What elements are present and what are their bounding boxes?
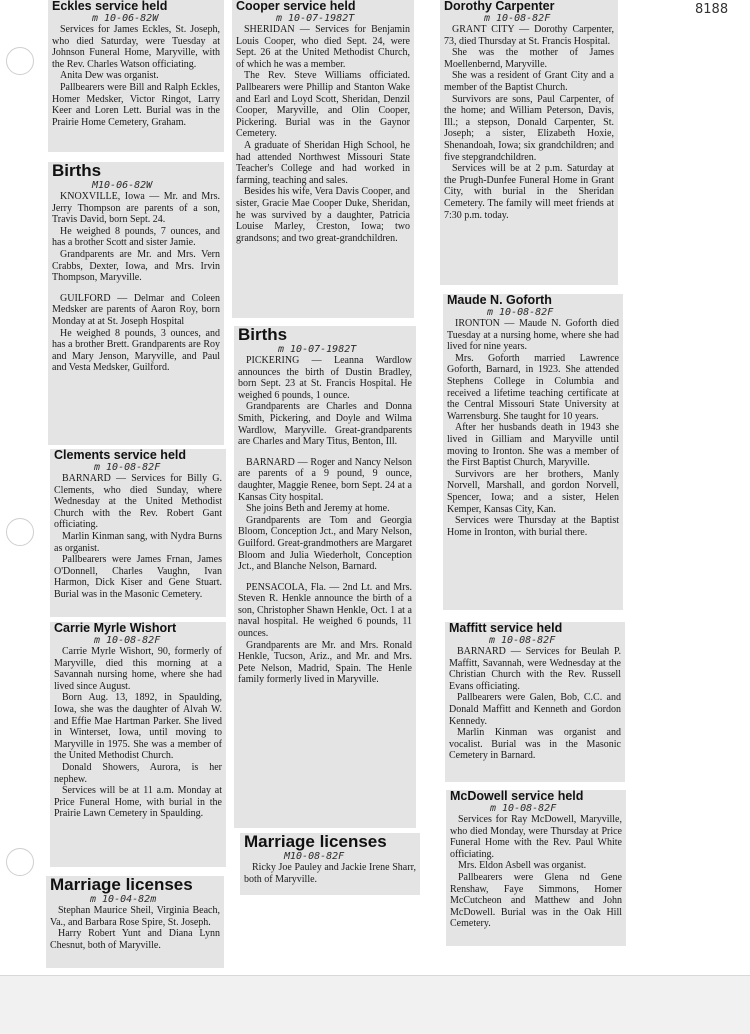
page-number: 8188 <box>695 2 729 17</box>
clipping-marriage-licenses-1 <box>46 876 224 968</box>
clipping-maude-goforth <box>443 294 623 610</box>
article-paragraph: Stephan Maurice Sheil, Virginia Beach, Va., and Barbara Rose Spire, St. Joseph. <box>50 905 220 928</box>
article-paragraph: Survivors are her brothers, Manly Norvell, Marshall, and gordon Norvell, Spencer, Iowa; and a sister, Helen Kemper, Kansas City, Kan. <box>447 468 619 515</box>
article-paragraph: PENSACOLA, Fla. — 2nd Lt. and Mrs. Steven R. Henkle announce the birth of a son, Christopher Shawn Henkle, Oct. 1 at a naval hospital. He weighed 6 pounds, 11 ounces. <box>238 581 412 640</box>
article-paragraph: The Rev. Steve Williams officiated. Pallbearers were Phillip and Stanton Wake and Earl and Loyd Scott, Sheridan, Denzil Cooper, Maryville, and Olin Cooper, Pickering. Burial was in the Gaynor Cemetery. <box>236 70 410 140</box>
handwritten-date-note: m 10-08-82F <box>490 803 557 814</box>
article-paragraph: Donald Showers, Aurora, is her nephew. <box>54 761 222 785</box>
article-paragraph: He weighed 8 pounds, 3 ounces, and has a brother Brett. Grandparents are Roy and Mary Jenson, Maryville, and Paul and Vesta Medsker, Guilford. <box>52 327 220 374</box>
article-paragraph: GRANT CITY — Dorothy Carpenter, 73, died Thursday at St. Francis Hospital. <box>444 24 614 47</box>
clipping-births-pickering <box>234 326 416 828</box>
article-paragraph: Marlin Kinman was organist and vocalist. Burial was in the Masonic Cemetery in Barnard. <box>449 727 621 762</box>
article-paragraph: Grandparents are Mr. and Mrs. Vern Crabbs, Dexter, Iowa, and Mrs. Irvin Thompson, Maryville. <box>52 248 220 284</box>
headline: Maffitt service held <box>449 622 563 635</box>
article-paragraph: Ricky Joe Pauley and Jackie Irene Sharr, both of Maryville. <box>244 862 416 885</box>
article-paragraph: PICKERING — Leanna Wardlow announces the birth of Dustin Bradley, born Sept. 23 at St. Francis Hospital. He weighed 6 pounds, 1 ounce. <box>238 355 412 401</box>
article-paragraph: Services for Ray McDowell, Maryville, who died Monday, were Thursday at Price Funeral Home with the Rev. Paul White officiating. <box>450 814 622 860</box>
article-paragraph: Grandparents are Tom and Georgia Bloom, Conception Jct., and Mary Nelson, Guilford. Great-grandmothers are Margaret Bloom and Julia Wiederholt, Conception Jct., and Blanche Nelson, Barnard. <box>238 514 412 573</box>
clipping-marriage-licenses-2 <box>240 833 420 895</box>
headline: Births <box>238 326 288 344</box>
article-paragraph: Services will be at 2 p.m. Saturday at the Prugh-Dunfee Funeral Home in Grant City, with burial in the Sheridan Cemetery. The family will meet friends at 7:30 p.m. today. <box>444 163 614 221</box>
article-paragraph: She was the mother of James Moellenbernd, Maryville. <box>444 47 614 70</box>
handwritten-date-note: m 10-08-82F <box>489 635 556 646</box>
punch-hole <box>6 848 34 876</box>
clipping-clements-service <box>50 449 226 617</box>
article-paragraph: He weighed 8 pounds, 7 ounces, and has a brother Scott and sister Jamie. <box>52 225 220 249</box>
article-paragraph: Pallbearers were Bill and Ralph Eckles, Homer Medsker, Victor Ringot, Larry Keer and Loren Lett. Burial was in the Prairie Home Cemetery, Graham. <box>52 81 220 128</box>
article-paragraph: IRONTON — Maude N. Goforth died Tuesday at a nursing home, where she had lived for nine years. <box>447 318 619 353</box>
punch-hole <box>6 518 34 546</box>
article-paragraph: A graduate of Sheridan High School, he had attended Northwest Missouri State Teacher's College and had worked in farming, teaching and sales. <box>236 139 410 186</box>
handwritten-date-note: m 10-08-82F <box>94 635 161 646</box>
clipping-cooper-service <box>232 0 414 318</box>
article-paragraph: Born Aug. 13, 1892, in Spaulding, Iowa, she was the daughter of Alvah W. and Effie Mae Hartman Parker. She lived in Winterset, Iowa, until moving to Maryville in 1975. She was a member of the United Methodist Church. <box>54 692 222 762</box>
page-bottom-margin <box>0 975 750 1034</box>
handwritten-date-note: M10-06-82W <box>92 180 153 191</box>
article-paragraph: Pallbearers were Galen, Bob, C.C. and Donald Maffitt and Kenneth and Gordon Kennedy. <box>449 692 621 727</box>
headline: Maude N. Goforth <box>447 294 552 307</box>
article-paragraph: Mrs. Eldon Asbell was organist. <box>458 860 587 872</box>
article-paragraph: BARNARD — Services for Billy G. Clements, who died Sunday, where Wednesday at the United Methodist Church with the Rev. Robert Gant officiating. <box>54 473 222 531</box>
article-paragraph: She was a resident of Grant City and a member of the Baptist Church. <box>444 70 614 93</box>
article-paragraph: Grandparents are Charles and Donna Smith, Pickering, and Doyle and Wilma Wardlow, Maryville. Great-grandparents are Charles and Mary Titus, Benton, Ill. <box>238 401 412 448</box>
article-paragraph: Mrs. Goforth married Lawrence Goforth, Barnard, in 1923. She attended Stephens College in Columbia and received a lifetime teaching certificate at the Central Missouri State University at Warrensburg. She taught for 10 years. <box>447 352 619 422</box>
headline: Cooper service held <box>236 0 356 13</box>
headline: Eckles service held <box>52 0 168 13</box>
headline: McDowell service held <box>450 790 584 803</box>
article-paragraph: BARNARD — Roger and Nancy Nelson are parents of a 9 pound, 9 ounce, daughter, Maggie Renee, born Sept. 24 at a Kansas City hospital. <box>238 456 412 503</box>
handwritten-date-note: m 10-07-1982T <box>276 13 355 24</box>
article-paragraph: Services for James Eckles, St. Joseph, who died Saturday, were Tuesday at Johnson Funeral Home, Maryville, with the Rev. Charles Watson officiating. <box>52 24 220 70</box>
article-paragraph: BARNARD — Services for Beulah P. Maffitt, Savannah, were Wednesday at the Christian Church with the Rev. Russell Evans officiating. <box>449 646 621 692</box>
headline: Births <box>52 162 102 180</box>
handwritten-date-note: M10-08-82F <box>284 851 345 862</box>
clipping-dorothy-carpenter <box>440 0 618 285</box>
handwritten-date-note: m 10-04-82m <box>90 894 157 905</box>
handwritten-date-note: m 10-08-82F <box>94 462 161 473</box>
punch-hole <box>6 47 34 75</box>
clipping-carrie-myrle-wishort <box>50 622 226 867</box>
article-paragraph: Besides his wife, Vera Davis Cooper, and sister, Gracie Mae Cooper Duke, Sheridan, he was survived by a daughter, Patricia Louise Marley, Creston, Iowa; two grandsons; and two great-grandchildren. <box>236 186 410 244</box>
clipping-eckles-service <box>48 0 224 152</box>
article-paragraph: After her husbands death in 1943 she lived in Gilliam and Maryville until moving to Ironton. She was a member of the First Baptist Church, Maryville. <box>447 422 619 469</box>
headline: Marriage licenses <box>244 833 387 851</box>
handwritten-date-note: m 10-08-82F <box>484 13 551 24</box>
article-paragraph: SHERIDAN — Services for Benjamin Louis Cooper, who died Sept. 24, were Sept. 26 at the United Methodist Church, of which he was a member. <box>236 24 410 70</box>
article-paragraph: Services will be at 11 a.m. Monday at Price Funeral Home, with burial in the Prairie Lawn Cemetery in Spaulding. <box>54 785 222 820</box>
handwritten-date-note: m 10-08-82F <box>487 307 554 318</box>
article-paragraph: Carrie Myrle Wishort, 90, formerly of Maryville, died this morning at a Savannah nursing home, where she had lived since August. <box>54 646 222 692</box>
article-paragraph: Marlin Kinman sang, with Nydra Burns as organist. <box>54 530 222 554</box>
handwritten-date-note: m 10-06-82W <box>92 13 159 24</box>
clipping-maffitt-service <box>445 622 625 782</box>
article-paragraph: Pallbearers were Glena nd Gene Renshaw, Faye Simmons, Homer McCutcheon and Matthew and John McDowell. Burial was in the Oak Hill Cemetery. <box>450 871 622 930</box>
article-paragraph: Services were Thursday at the Baptist Home in Ironton, with burial there. <box>447 515 619 538</box>
headline: Carrie Myrle Wishort <box>54 622 177 635</box>
article-paragraph: Anita Dew was organist. <box>60 70 159 82</box>
article-paragraph: Grandparents are Mr. and Mrs. Ronald Henkle, Tucson, Ariz., and Mr. and Mrs. Pete Nelson, Madrid, Spain. The Henle family formerly lived in Maryville. <box>238 639 412 686</box>
article-paragraph: GUILFORD — Delmar and Coleen Medsker are parents of Aaron Roy, born Monday at at St. Joseph Hospital <box>52 292 220 327</box>
article-paragraph: Pallbearers were James Frnan, James O'Donnell, Charles Vaughn, Ivan Harmon, Dick Kiser and Gene Stuart. Burial was in the Masonic Cemetery. <box>54 554 222 600</box>
headline: Marriage licenses <box>50 876 193 894</box>
article-paragraph: Survivors are sons, Paul Carpenter, of the home; and William Peterson, Davis, Ill.; a stepson, Donald Carpenter, St. Joseph; a sister, Elizabeth Hoxie, Shenandoah, Iowa; six grandchildren; and five stepgrandchildren. <box>444 93 614 163</box>
article-paragraph: KNOXVILLE, Iowa — Mr. and Mrs. Jerry Thompson are parents of a son, Travis David, born Sept. 24. <box>52 191 220 226</box>
article-paragraph: Harry Robert Yunt and Diana Lynn Chesnut, both of Maryville. <box>50 928 220 951</box>
headline: Clements service held <box>54 449 187 462</box>
clipping-births-knoxville <box>48 162 224 445</box>
headline: Dorothy Carpenter <box>444 0 555 13</box>
handwritten-date-note: m 10-07-1982T <box>278 344 357 355</box>
clipping-mcdowell-service <box>446 790 626 946</box>
article-paragraph: She joins Beth and Jeremy at home. <box>246 503 390 515</box>
